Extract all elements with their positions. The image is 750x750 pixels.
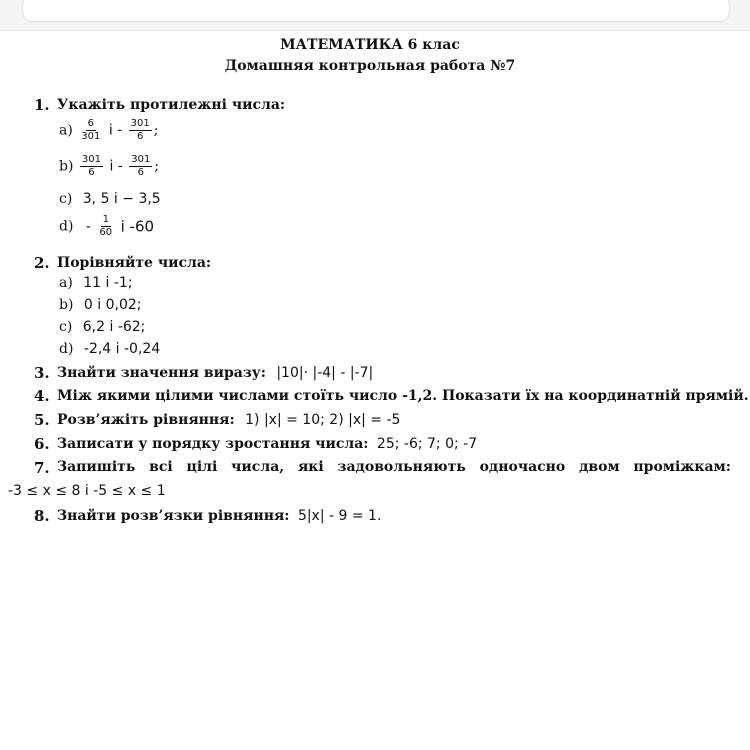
q1-item-a: a) $\frac{6}{301}$ і - $\frac{301}{6}$ ; (59, 118, 159, 142)
fraction: $\frac{6}{301}$ (81, 118, 101, 142)
q1-item-d: d) - $\frac{1}{60}$ і -60 (59, 214, 155, 238)
item-label: a) (59, 122, 73, 139)
question-number: 8. (34, 507, 50, 525)
expression: |10|· |-4| - |-7| (276, 365, 374, 381)
question-text: Укажіть протилежні числа: (57, 97, 286, 113)
page-subtitle: Домашняя контрольная работа №7 (224, 58, 516, 74)
expression: 25; -6; 7; 0; -7 (376, 436, 478, 452)
browser-top-bar (0, 0, 750, 31)
item-label: c) (59, 191, 73, 207)
question-number: 1. (34, 96, 50, 114)
address-bar[interactable] (22, 0, 730, 22)
q1-item-b: b) $\frac{301}{6}$ і - $\frac{301}{6}$ ; (59, 154, 160, 178)
q2-item-a: a) 11 і -1; (59, 275, 133, 291)
fraction: $\frac{301}{6}$ (81, 154, 101, 178)
question-text: Порівняйте числа: (57, 255, 212, 271)
q2-item-b: b) 0 і 0,02; (59, 297, 142, 313)
expression: 1) |x| = 10; 2) |x| = -5 (245, 412, 401, 428)
question-number: 5. (34, 411, 50, 429)
question-text: Записати у порядку зростання числа: (57, 436, 369, 452)
question-number: 4. (34, 387, 50, 405)
question-7-intervals: -3 ≤ x ≤ 8 і -5 ≤ x ≤ 1 (8, 483, 166, 499)
q2-item-c: c) 6,2 і -62; (59, 319, 146, 335)
question-7-text: Запишіть всі цілі числа, які задовольняють одночасно двом проміжкам: (57, 459, 731, 475)
question-text: Між якими цілими числами стоїть число -1,2. Показати їх на координатній прямій. (57, 388, 749, 404)
question-number: 3. (34, 364, 50, 382)
question-text: Знайти значення виразу: (57, 365, 266, 381)
expression: 5|x| - 9 = 1. (297, 508, 382, 524)
fraction: $\frac{301}{6}$ (131, 154, 151, 178)
item-label: b) (59, 158, 74, 175)
question-number: 6. (34, 435, 50, 453)
fraction: $\frac{301}{6}$ (130, 118, 150, 142)
fraction: $\frac{1}{60}$ (99, 214, 113, 238)
question-number: 2. (34, 254, 50, 272)
page-title: МАТЕМАТИКА 6 клас (280, 37, 460, 53)
question-text: Розв’яжіть рівняння: (57, 412, 235, 428)
q1-item-c: c) 3, 5 і − 3,5 (59, 191, 161, 207)
question-number: 7. (34, 459, 50, 477)
question-text: Знайти розв’язки рівняння: (57, 508, 290, 524)
q2-item-d: d) -2,4 і -0,24 (59, 341, 161, 357)
item-label: d) (59, 218, 74, 235)
